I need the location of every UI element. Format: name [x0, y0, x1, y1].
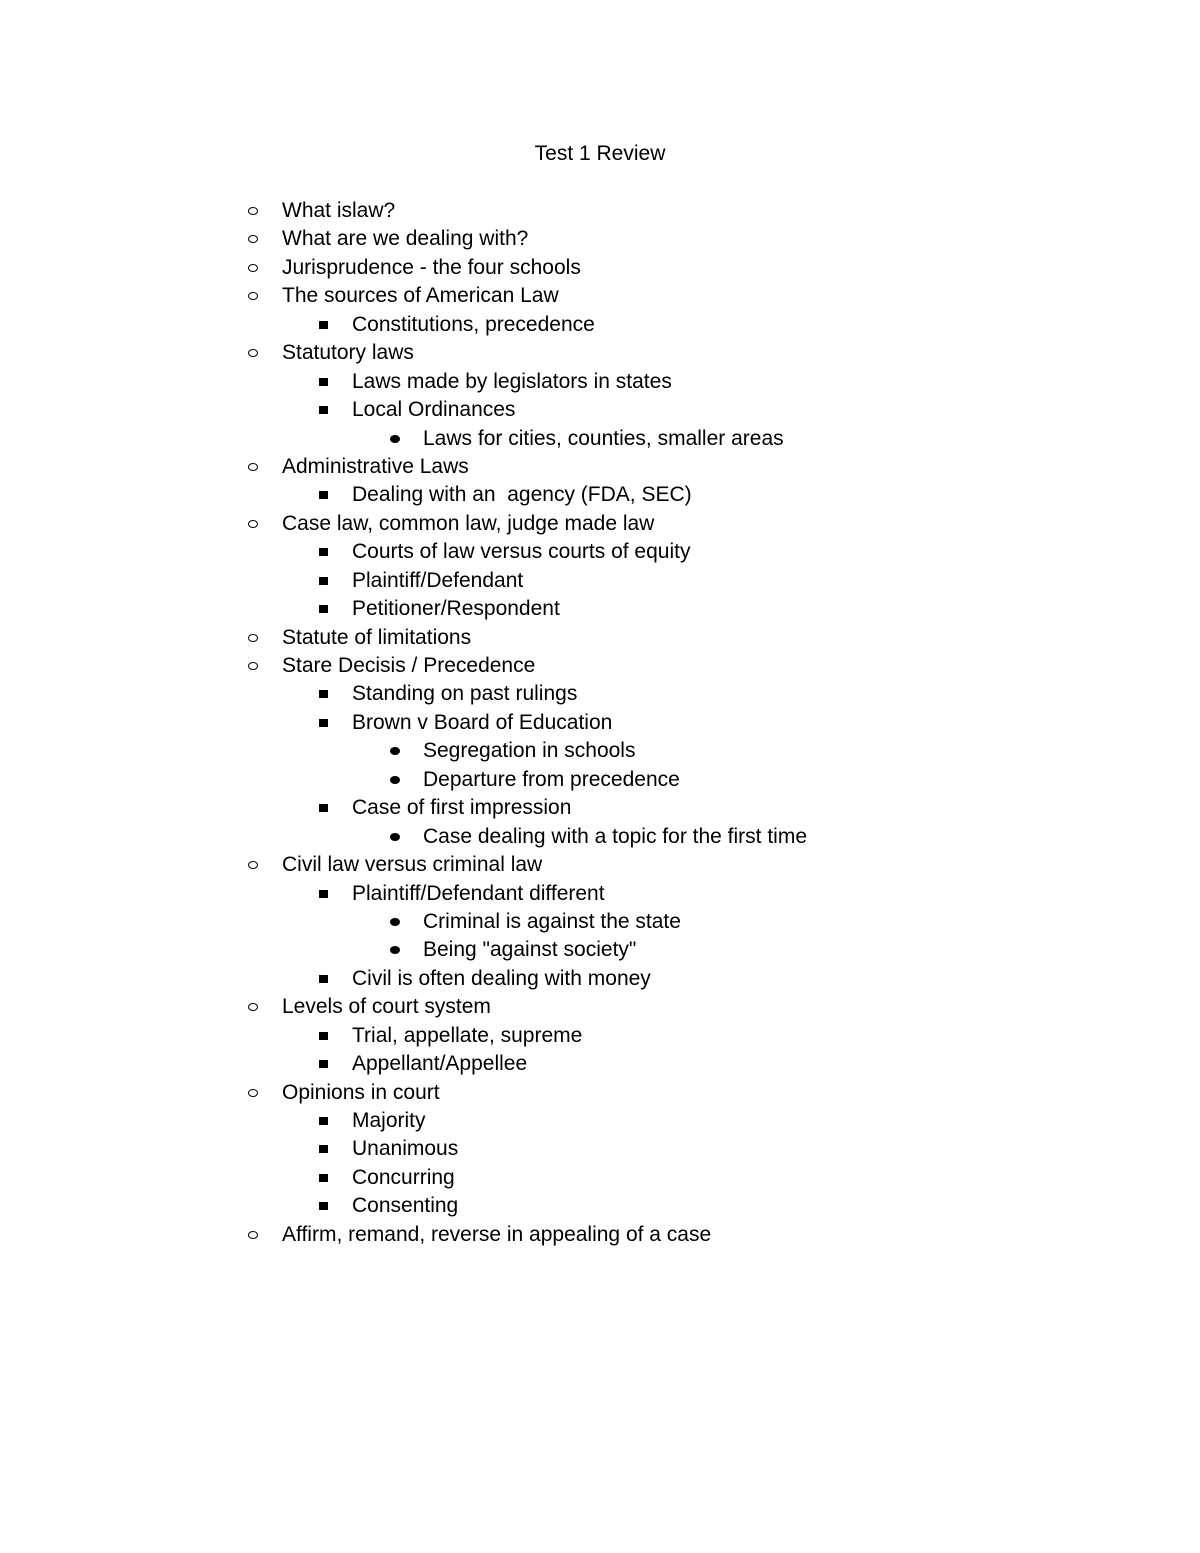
- list-item-text: Plaintiff/Defendant: [352, 568, 524, 592]
- filled-circle-bullet-icon: [390, 425, 400, 453]
- list-item-text: Plaintiff/Defendant different: [352, 881, 605, 905]
- hollow-circle-bullet-icon: [248, 282, 260, 310]
- square-bullet-icon: [319, 396, 329, 424]
- hollow-circle-bullet-icon: [248, 453, 260, 481]
- list-item: [0, 624, 1200, 652]
- list-item-text: Consenting: [352, 1194, 459, 1218]
- square-bullet-icon: [319, 1107, 329, 1135]
- list-item: [0, 1192, 1200, 1220]
- list-item-text: Civil law versus criminal law: [282, 853, 543, 877]
- list-item-text: What islaw?: [282, 199, 396, 222]
- list-item-text: Opinions in court: [282, 1080, 440, 1104]
- list-item-text: Case law, common law, judge made law: [282, 511, 655, 535]
- hollow-circle-bullet-icon: [248, 254, 260, 282]
- square-bullet-icon: [319, 538, 329, 566]
- filled-circle-bullet-icon: [390, 766, 400, 794]
- list-item: [0, 595, 1200, 623]
- filled-circle-bullet-icon: [390, 908, 400, 936]
- list-item: [0, 538, 1200, 566]
- hollow-circle-bullet-icon: [248, 652, 260, 680]
- list-item-text: Affirm, remand, reverse in appealing of a case: [282, 1222, 712, 1246]
- square-bullet-icon: [319, 368, 329, 396]
- list-item-text: Statute of limitations: [282, 625, 472, 649]
- list-item: [0, 1221, 1200, 1249]
- list-item: [0, 936, 1200, 964]
- list-item: [0, 368, 1200, 396]
- square-bullet-icon: [319, 880, 329, 908]
- list-item-text: Courts of law versus courts of equity: [352, 540, 691, 564]
- list-item: [0, 652, 1200, 680]
- list-item: [0, 425, 1200, 453]
- list-item-text: Stare Decisis / Precedence: [282, 654, 536, 677]
- list-item-text: Segregation in schools: [423, 739, 636, 763]
- square-bullet-icon: [319, 680, 329, 708]
- square-bullet-icon: [319, 595, 329, 623]
- list-item-text: Petitioner/Respondent: [352, 597, 560, 621]
- list-item: [0, 965, 1200, 993]
- list-item: [0, 680, 1200, 708]
- hollow-circle-bullet-icon: [248, 1221, 260, 1249]
- square-bullet-icon: [319, 1022, 329, 1050]
- square-bullet-icon: [319, 965, 329, 993]
- filled-circle-bullet-icon: [390, 936, 400, 964]
- hollow-circle-bullet-icon: [248, 851, 260, 879]
- list-item: [0, 197, 1200, 225]
- list-item-text: Levels of court system: [282, 995, 491, 1019]
- list-item: [0, 396, 1200, 424]
- list-item: [0, 794, 1200, 822]
- square-bullet-icon: [319, 1050, 329, 1078]
- list-item: [0, 339, 1200, 367]
- square-bullet-icon: [319, 567, 329, 595]
- list-item-text: Administrative Laws: [282, 454, 469, 478]
- list-item-text: Local Ordinances: [352, 398, 516, 422]
- list-item: [0, 823, 1200, 851]
- list-item: [0, 880, 1200, 908]
- filled-circle-bullet-icon: [390, 823, 400, 851]
- list-item: [0, 1050, 1200, 1078]
- list-item: [0, 225, 1200, 253]
- list-item-text: The sources of American Law: [282, 284, 559, 308]
- list-item-text: Criminal is against the state: [423, 909, 681, 933]
- list-item-text: Concurring: [352, 1165, 455, 1189]
- list-item: [0, 481, 1200, 509]
- hollow-circle-bullet-icon: [248, 197, 260, 225]
- hollow-circle-bullet-icon: [248, 510, 260, 538]
- list-item-text: Majority: [352, 1109, 426, 1132]
- page-title: Test 1 Review: [534, 142, 666, 165]
- list-item-text: Statutory laws: [282, 341, 414, 365]
- list-item-text: Laws made by legislators in states: [352, 369, 672, 393]
- list-item-text: Dealing with an agency (FDA, SEC): [352, 483, 692, 507]
- list-item: [0, 993, 1200, 1021]
- list-item: [0, 851, 1200, 879]
- list-item: [0, 1164, 1200, 1192]
- list-item: [0, 908, 1200, 936]
- list-item: [0, 311, 1200, 339]
- list-item-text: Jurisprudence - the four schools: [282, 255, 581, 279]
- square-bullet-icon: [319, 481, 329, 509]
- list-item-text: What are we dealing with?: [282, 227, 529, 251]
- square-bullet-icon: [319, 311, 329, 339]
- square-bullet-icon: [319, 1164, 329, 1192]
- list-item: [0, 709, 1200, 737]
- square-bullet-icon: [319, 1135, 329, 1163]
- square-bullet-icon: [319, 1192, 329, 1220]
- list-item-text: Case of first impression: [352, 796, 572, 820]
- list-item-text: Appellant/Appellee: [352, 1052, 528, 1076]
- list-item: [0, 1079, 1200, 1107]
- hollow-circle-bullet-icon: [248, 624, 260, 652]
- list-item: [0, 737, 1200, 765]
- list-item-text: Civil is often dealing with money: [352, 966, 651, 990]
- list-item-text: Brown v Board of Education: [352, 710, 613, 734]
- list-item-text: Standing on past rulings: [352, 682, 578, 706]
- square-bullet-icon: [319, 709, 329, 737]
- list-item-text: Case dealing with a topic for the first time: [423, 824, 808, 848]
- list-item: [0, 282, 1200, 310]
- list-item: [0, 1107, 1200, 1135]
- hollow-circle-bullet-icon: [248, 993, 260, 1021]
- list-item: [0, 453, 1200, 481]
- square-bullet-icon: [319, 794, 329, 822]
- list-item-text: Unanimous: [352, 1137, 459, 1161]
- list-item-text: Trial, appellate, supreme: [352, 1023, 583, 1047]
- list-item: [0, 510, 1200, 538]
- list-item-text: Constitutions, precedence: [352, 312, 595, 336]
- list-item: [0, 766, 1200, 794]
- list-item: [0, 1135, 1200, 1163]
- outline-list: [0, 197, 1200, 1249]
- hollow-circle-bullet-icon: [248, 225, 260, 253]
- list-item: [0, 1022, 1200, 1050]
- list-item-text: Departure from precedence: [423, 767, 680, 791]
- list-item-text: Being "against society": [423, 938, 637, 962]
- list-item: [0, 254, 1200, 282]
- hollow-circle-bullet-icon: [248, 1079, 260, 1107]
- list-item-text: Laws for cities, counties, smaller areas: [423, 426, 784, 450]
- hollow-circle-bullet-icon: [248, 339, 260, 367]
- list-item: [0, 567, 1200, 595]
- filled-circle-bullet-icon: [390, 737, 400, 765]
